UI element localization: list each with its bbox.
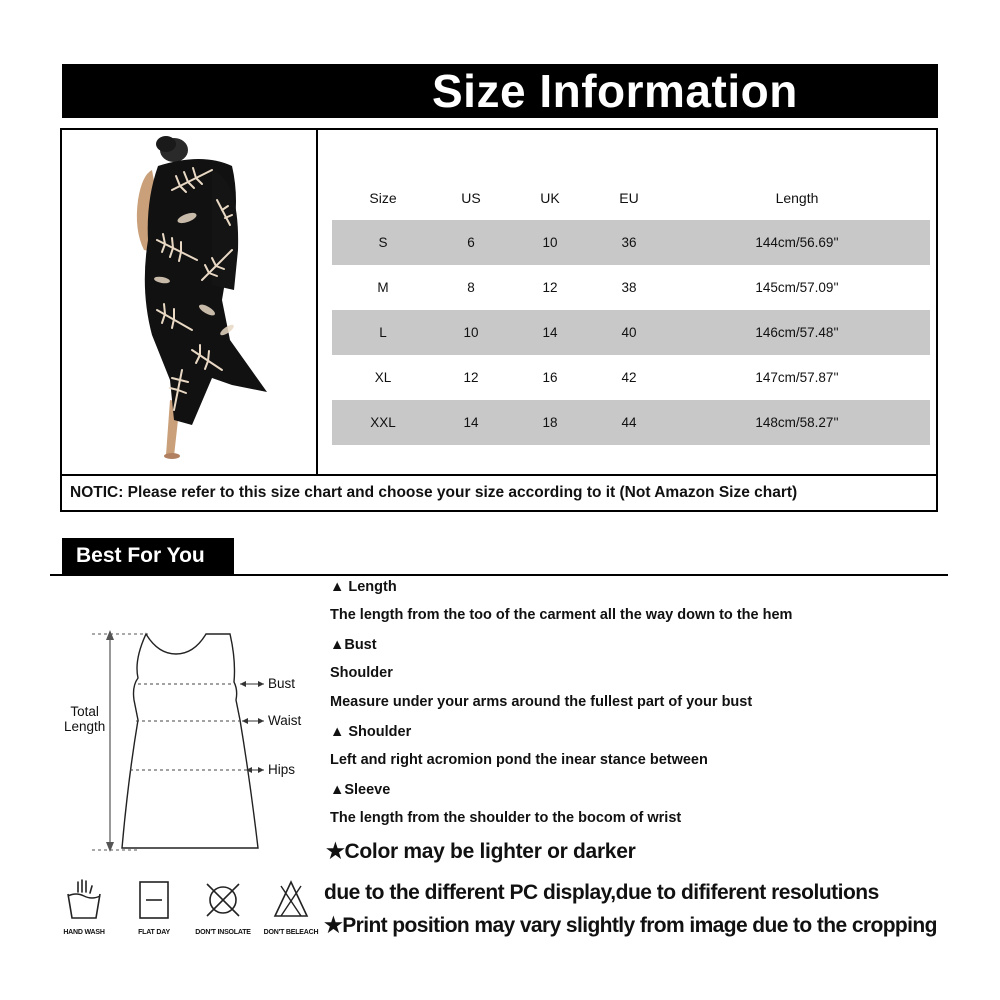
table-cell: 12	[463, 370, 479, 385]
section-divider	[50, 574, 948, 576]
bust-heading: ▲Bust	[330, 637, 377, 653]
total-length-label	[64, 704, 105, 734]
table-row	[332, 400, 930, 445]
care-label: DON'T INSOLATE	[195, 929, 251, 936]
table-cell: S	[378, 235, 388, 250]
length-description: The length from the too of the carment all the way down to the hem	[330, 607, 793, 623]
table-cell: 10	[463, 325, 479, 340]
header-size: Size	[369, 190, 397, 206]
sleeve-description: The length from the shoulder to the bocom of wrist	[330, 810, 682, 826]
size-notice: NOTIC: Please refer to this size chart and choose your size according to it (Not Amazon Size chart)	[70, 484, 798, 501]
total-length-line1: Total	[70, 704, 99, 719]
care-flat-dry	[126, 878, 182, 936]
table-cell: 38	[621, 280, 637, 295]
title-banner	[62, 64, 938, 118]
table-cell: 44	[621, 415, 637, 430]
header-us: US	[461, 190, 481, 206]
table-cell: XXL	[370, 415, 396, 430]
header-uk: UK	[540, 190, 560, 206]
waist-label: Waist	[268, 713, 302, 728]
table-cell: 147cm/57.87''	[755, 370, 839, 385]
table-row	[332, 265, 930, 310]
total-length-line2: Length	[64, 719, 106, 734]
table-cell: 145cm/57.09''	[755, 280, 839, 295]
header-eu: EU	[619, 190, 639, 206]
table-cell: 36	[621, 235, 637, 250]
bust-description: Measure under your arms around the fullest part of your bust	[330, 694, 753, 710]
do-not-tumble-icon	[203, 878, 243, 922]
page-title: Size Information	[432, 65, 798, 117]
best-for-you-heading: Best For You	[76, 544, 205, 567]
size-table	[332, 176, 930, 445]
table-cell: 8	[467, 280, 475, 295]
table-cell: 14	[463, 415, 479, 430]
shoulder-description: Left and right acromion pond the inear stance between	[330, 752, 708, 768]
dress-measurement-diagram	[58, 620, 328, 860]
care-label: FLAT DAY	[138, 929, 170, 936]
table-row	[332, 220, 930, 265]
hand-wash-icon	[64, 878, 104, 922]
table-cell: 146cm/57.48''	[755, 325, 839, 340]
bust-label: Bust	[268, 676, 296, 691]
table-cell: 42	[621, 370, 637, 385]
table-cell: M	[377, 280, 389, 295]
care-label: DON'T BELEACH	[263, 929, 319, 936]
length-heading: ▲ Length	[330, 579, 397, 595]
flat-dry-icon	[134, 878, 174, 922]
table-row	[332, 310, 930, 355]
care-hand-wash	[56, 878, 112, 936]
best-for-you-banner	[62, 538, 234, 574]
table-cell: XL	[374, 370, 392, 385]
care-label: HAND WASH	[63, 929, 105, 936]
table-cell: 18	[542, 415, 558, 430]
table-cell: 10	[542, 235, 558, 250]
shoulder-subheading: Shoulder	[330, 665, 393, 681]
table-cell: L	[379, 325, 387, 340]
size-table-header	[332, 176, 930, 220]
table-cell: 6	[467, 235, 475, 250]
table-cell: 144cm/56.69''	[755, 235, 839, 250]
care-do-not-bleach	[262, 878, 320, 936]
table-cell: 148cm/58.27''	[755, 415, 839, 430]
table-cell: 14	[542, 325, 558, 340]
table-row	[332, 355, 930, 400]
display-note: due to the different PC display,due to dififerent resolutions	[324, 881, 879, 904]
product-photo	[62, 130, 316, 474]
do-not-bleach-icon	[271, 878, 311, 922]
table-cell: 16	[542, 370, 558, 385]
hips-label: Hips	[268, 762, 296, 777]
notice-row	[62, 474, 936, 510]
table-cell: 12	[542, 280, 558, 295]
table-cell: 40	[621, 325, 637, 340]
print-position-note: ★Print position may vary slightly from image due to the cropping	[324, 914, 937, 937]
header-length: Length	[775, 190, 819, 206]
shoulder-heading: ▲ Shoulder	[330, 724, 412, 740]
sleeve-heading: ▲Sleeve	[330, 782, 391, 798]
care-do-not-tumble	[193, 878, 253, 936]
size-info-box	[60, 128, 938, 512]
product-image-cell	[62, 130, 318, 474]
color-note: ★Color may be lighter or darker	[326, 840, 636, 863]
